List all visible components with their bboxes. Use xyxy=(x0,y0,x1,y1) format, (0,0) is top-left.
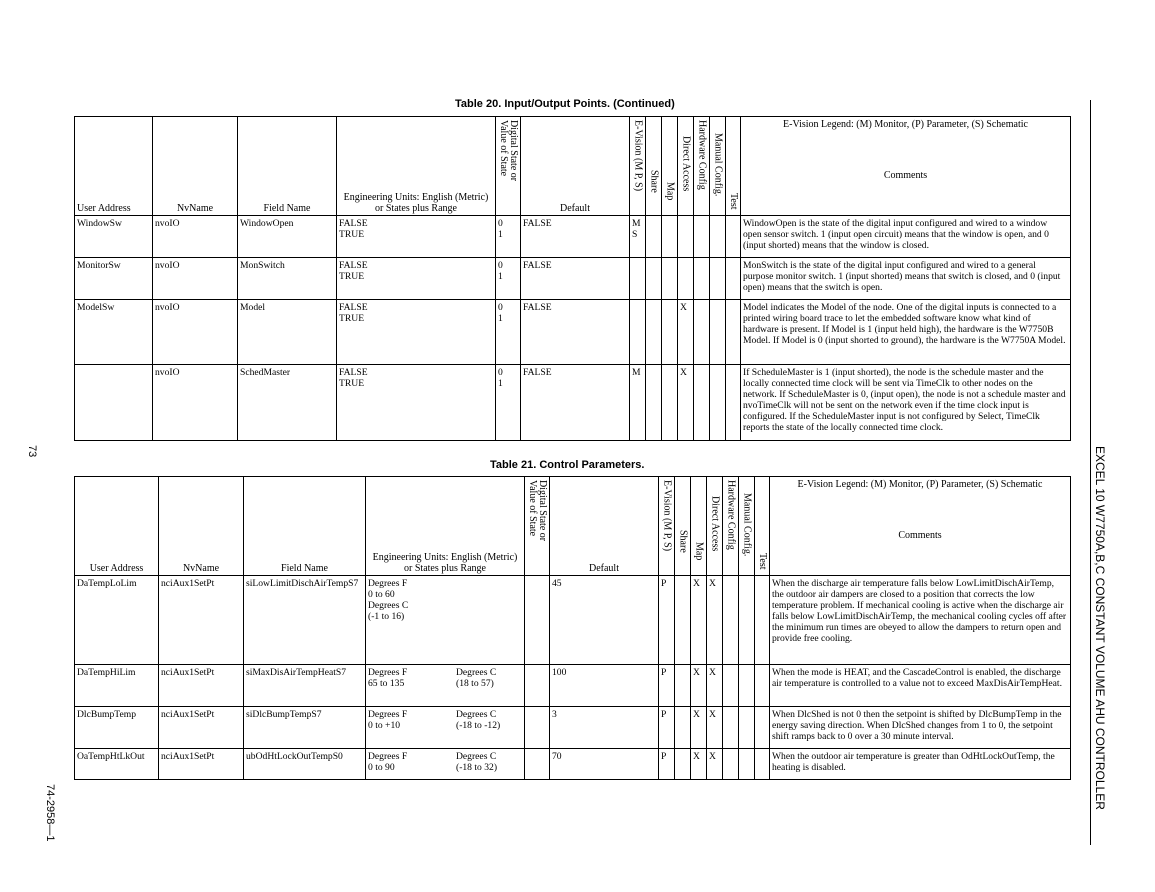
cell-test xyxy=(726,364,741,440)
cell-manual-config xyxy=(710,364,726,440)
cell-state xyxy=(525,748,550,779)
cell-user-address xyxy=(75,364,153,440)
cell-test xyxy=(755,706,770,748)
cell-share xyxy=(646,364,662,440)
cell-state xyxy=(525,664,550,706)
cell-manual-config xyxy=(710,257,726,299)
cell-direct-access: X xyxy=(707,748,723,779)
header-hardware-config: Hardware Config xyxy=(694,117,710,216)
cell-nvname: nciAux1SetPt xyxy=(159,575,244,664)
cell-nvname: nciAux1SetPt xyxy=(159,748,244,779)
cell-map: X xyxy=(691,664,707,706)
cell-test xyxy=(726,299,741,364)
cell-units: FALSE TRUE xyxy=(337,215,496,257)
header-share: Share xyxy=(675,477,691,576)
cell-manual-config xyxy=(739,706,755,748)
cell-evision xyxy=(630,257,646,299)
header-manual-config: Manual Config. xyxy=(710,117,726,216)
cell-units: FALSE TRUE xyxy=(337,257,496,299)
cell-user-address: ModelSw xyxy=(75,299,153,364)
cell-default: FALSE xyxy=(521,257,630,299)
header-comments xyxy=(741,117,1071,216)
cell-default: 45 xyxy=(550,575,659,664)
comments-label: Comments xyxy=(883,170,928,181)
table-row xyxy=(75,215,1071,257)
cell-field-name: ubOdHtLockOutTempS0 xyxy=(244,748,366,779)
cell-units: FALSE TRUE xyxy=(337,299,496,364)
cell-evision: M xyxy=(630,364,646,440)
table-21-caption: Table 21. Control Parameters. xyxy=(490,459,645,471)
page-rule xyxy=(1090,100,1091,845)
cell-share xyxy=(675,664,691,706)
cell-map: X xyxy=(691,575,707,664)
cell-hardware-config xyxy=(694,257,710,299)
header-share: Share xyxy=(646,117,662,216)
cell-field-name: WindowOpen xyxy=(238,215,337,257)
cell-evision: P xyxy=(659,664,675,706)
cell-map xyxy=(662,215,678,257)
cell-units xyxy=(366,575,525,664)
cell-test xyxy=(755,748,770,779)
table-21 xyxy=(74,476,1071,780)
cell-user-address: DlcBumpTemp xyxy=(75,706,159,748)
cell-test xyxy=(726,257,741,299)
cell-direct-access: X xyxy=(678,364,694,440)
cell-user-address: MonitorSw xyxy=(75,257,153,299)
header-manual-config: Manual Config. xyxy=(739,477,755,576)
cell-hardware-config xyxy=(723,706,739,748)
table-row xyxy=(75,364,1071,440)
cell-nvname: nciAux1SetPt xyxy=(159,664,244,706)
cell-map xyxy=(662,257,678,299)
cell-default: FALSE xyxy=(521,364,630,440)
cell-state xyxy=(525,706,550,748)
cell-units xyxy=(366,706,525,748)
page-number: 73 xyxy=(26,445,38,458)
cell-comments: Model indicates the Model of the node. One of the digital inputs is connected to a printed wiring board trace to let the embedded software know what kind of hardware is present. If Model is 1 (input held high), the hardware is the W7750B Model. If Model is 0 (input shorted to ground), the hardware is the W7750A Model. xyxy=(741,299,1071,364)
table-row xyxy=(75,706,1071,748)
units-english: Degrees F 0 to 60 Degrees C (-1 to 16) xyxy=(368,577,409,622)
cell-hardware-config xyxy=(694,215,710,257)
cell-nvname: nvoIO xyxy=(153,257,238,299)
table-row xyxy=(75,575,1071,664)
cell-units: FALSE TRUE xyxy=(337,364,496,440)
cell-evision: P xyxy=(659,748,675,779)
header-default: Default xyxy=(550,477,659,576)
cell-comments: When the outdoor air temperature is greater than OdHtLockOutTemp, the heating is disabled. xyxy=(770,748,1071,779)
cell-direct-access: X xyxy=(678,299,694,364)
cell-direct-access: X xyxy=(707,706,723,748)
cell-hardware-config xyxy=(694,299,710,364)
cell-direct-access xyxy=(678,215,694,257)
cell-default: 3 xyxy=(550,706,659,748)
table-row xyxy=(75,748,1071,779)
running-header: EXCEL 10 W7750A,B,C CONSTANT VOLUME AHU CONTROLLER xyxy=(1093,446,1107,810)
evision-legend: E-Vision Legend: (M) Monitor, (P) Parameter, (S) Schematic xyxy=(797,479,1043,490)
cell-comments: WindowOpen is the state of the digital input configured and wired to a window open sensor switch. 1 (input open circuit) means that the window is open, and 0 (input shorted) means that the window is closed. xyxy=(741,215,1071,257)
cell-comments: When the mode is HEAT, and the CascadeControl is enabled, the discharge air temperature is controlled to a value not to exceed MaxDisAirTempHeat. xyxy=(770,664,1071,706)
cell-field-name: siDlcBumpTempS7 xyxy=(244,706,366,748)
cell-manual-config xyxy=(710,299,726,364)
cell-share xyxy=(646,257,662,299)
cell-share xyxy=(646,299,662,364)
header-nvname: NvName xyxy=(153,117,238,216)
cell-test xyxy=(755,575,770,664)
table-row xyxy=(75,299,1071,364)
cell-evision: P xyxy=(659,706,675,748)
cell-default: 70 xyxy=(550,748,659,779)
header-user-address: User Address xyxy=(75,477,159,576)
cell-comments: MonSwitch is the state of the digital input configured and wired to a general purpose monitor switch. 1 (input shorted) means that switch is closed, and 0 (input open) means that the switch is open. xyxy=(741,257,1071,299)
cell-state xyxy=(525,575,550,664)
cell-comments: If ScheduleMaster is 1 (input shorted), the node is the schedule master and the locally connected time clock will be sent via TimeClk to other nodes on the network. If ScheduleMaster is 0, (input open), the node is not a schedule master and nvoTimeClk will not be sent on the network even if the time clock input is configured. If the ScheduleMaster input is not configured by Select, TimeClk reports the state of the locally connected time clock. xyxy=(741,364,1071,440)
cell-share xyxy=(675,748,691,779)
cell-user-address: WindowSw xyxy=(75,215,153,257)
cell-evision: M S xyxy=(630,215,646,257)
cell-state: 0 1 xyxy=(496,215,521,257)
cell-share xyxy=(675,575,691,664)
cell-user-address: DaTempLoLim xyxy=(75,575,159,664)
header-hardware-config: Hardware Config xyxy=(723,477,739,576)
cell-evision: P xyxy=(659,575,675,664)
header-eng-units: Engineering Units: English (Metric) or States plus Range xyxy=(337,117,496,216)
header-test: Test xyxy=(755,477,770,576)
cell-map xyxy=(662,299,678,364)
cell-hardware-config xyxy=(723,748,739,779)
header-test: Test xyxy=(726,117,741,216)
header-user-address: User Address xyxy=(75,117,153,216)
header-direct-access: Direct Access xyxy=(707,477,723,576)
header-evision: E-Vision (M P, S) xyxy=(659,477,675,576)
cell-state: 0 1 xyxy=(496,257,521,299)
header-direct-access: Direct Access xyxy=(678,117,694,216)
cell-manual-config xyxy=(710,215,726,257)
header-digital-state: Digital State or Value of State xyxy=(525,477,550,576)
header-field-name: Field Name xyxy=(238,117,337,216)
cell-evision xyxy=(630,299,646,364)
cell-comments: When the discharge air temperature falls below LowLimitDischAirTemp, the outdoor air dampers are closed to a position that corrects the low temperature problem. If mechanical cooling is active when the discharge air falls below LowLimitDischAirTemp, the mechanical cooling cycles off after the minimum run times are obeyed to allow the dampers to return open and provide free cooling. xyxy=(770,575,1071,664)
cell-hardware-config xyxy=(723,575,739,664)
cell-comments: When DlcShed is not 0 then the setpoint is shifted by DlcBumpTemp in the energy saving direction. When DlcShed changes from 1 to 0, the setpoint shift ramps back to 0 over a 30 minute interval. xyxy=(770,706,1071,748)
header-evision: E-Vision (M P, S) xyxy=(630,117,646,216)
header-nvname: NvName xyxy=(159,477,244,576)
cell-state: 0 1 xyxy=(496,364,521,440)
header-field-name: Field Name xyxy=(244,477,366,576)
cell-hardware-config xyxy=(694,364,710,440)
document-number: 74-2958—1 xyxy=(44,784,56,842)
cell-map xyxy=(662,364,678,440)
header-map: Map xyxy=(662,117,678,216)
cell-map: X xyxy=(691,706,707,748)
cell-units xyxy=(366,664,525,706)
cell-test xyxy=(726,215,741,257)
cell-test xyxy=(755,664,770,706)
cell-share xyxy=(675,706,691,748)
cell-nvname: nvoIO xyxy=(153,215,238,257)
cell-direct-access: X xyxy=(707,664,723,706)
units-metric: Degrees C (18 to 57) xyxy=(456,666,497,689)
cell-nvname: nvoIO xyxy=(153,364,238,440)
cell-default: FALSE xyxy=(521,299,630,364)
cell-field-name: MonSwitch xyxy=(238,257,337,299)
cell-manual-config xyxy=(739,664,755,706)
comments-label: Comments xyxy=(898,530,942,541)
cell-user-address: DaTempHiLim xyxy=(75,664,159,706)
units-metric: Degrees C (-18 to -12) xyxy=(456,708,501,731)
table-row xyxy=(75,664,1071,706)
cell-units xyxy=(366,748,525,779)
units-english: Degrees F 0 to +10 xyxy=(368,708,408,731)
header-digital-state: Digital State or Value of State xyxy=(496,117,521,216)
cell-field-name: siMaxDisAirTempHeatS7 xyxy=(244,664,366,706)
cell-default: 100 xyxy=(550,664,659,706)
cell-direct-access: X xyxy=(707,575,723,664)
units-metric: Degrees C (-18 to 32) xyxy=(456,750,498,773)
cell-hardware-config xyxy=(723,664,739,706)
header-eng-units: Engineering Units: English (Metric) or States plus Range xyxy=(366,477,525,576)
units-english: Degrees F 0 to 90 xyxy=(368,750,408,773)
units-english: Degrees F 65 to 135 xyxy=(368,666,408,689)
table-row xyxy=(75,257,1071,299)
table-20-caption: Table 20. Input/Output Points. (Continued) xyxy=(455,98,675,110)
header-comments xyxy=(770,477,1071,576)
header-default: Default xyxy=(521,117,630,216)
cell-manual-config xyxy=(739,575,755,664)
cell-user-address: OaTempHtLkOut xyxy=(75,748,159,779)
cell-manual-config xyxy=(739,748,755,779)
cell-state: 0 1 xyxy=(496,299,521,364)
cell-map: X xyxy=(691,748,707,779)
cell-share xyxy=(646,215,662,257)
cell-field-name: SchedMaster xyxy=(238,364,337,440)
cell-field-name: siLowLimitDischAirTempS7 xyxy=(244,575,366,664)
cell-field-name: Model xyxy=(238,299,337,364)
header-map: Map xyxy=(691,477,707,576)
cell-default: FALSE xyxy=(521,215,630,257)
evision-legend: E-Vision Legend: (M) Monitor, (P) Parameter, (S) Schematic xyxy=(783,119,1028,130)
cell-direct-access xyxy=(678,257,694,299)
cell-nvname: nciAux1SetPt xyxy=(159,706,244,748)
cell-nvname: nvoIO xyxy=(153,299,238,364)
table-20 xyxy=(74,116,1071,441)
